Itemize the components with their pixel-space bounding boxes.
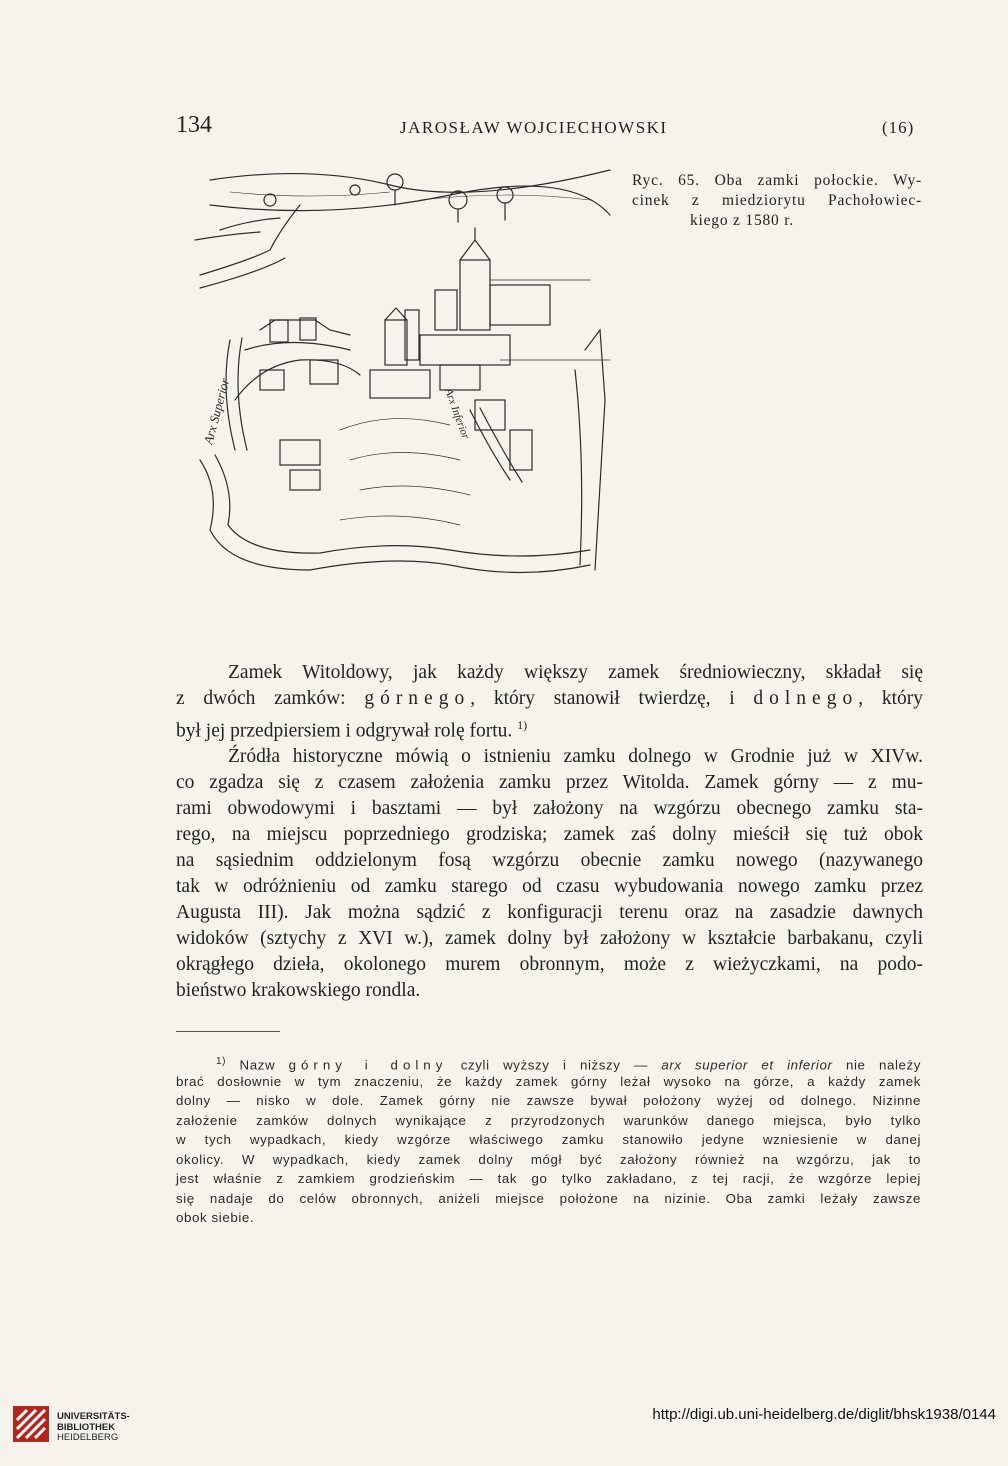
paragraph-line: Augusta III). Jak można sądzić z konfiguracji terenu oraz na zasadzie dawnych xyxy=(176,902,923,923)
library-line: UNIVERSITÄTS- xyxy=(57,1411,130,1422)
footnote-line: dolny — nisko w dole. Zamek górny nie zawsze bywał położony wyżej od dolnego. Nizinne xyxy=(176,1093,921,1108)
footnote-line: obok siebie. xyxy=(176,1210,255,1225)
paragraph-line xyxy=(176,686,923,712)
paragraph-line: okrągłego dzieła, okolonego murem obronnym, może z wieżyczkami, na podo- xyxy=(176,954,923,975)
latin-term: arx superior et inferior xyxy=(661,1057,833,1073)
text-span: Nazw xyxy=(226,1057,289,1073)
footnote-line: okolicy. W wypadkach, kiedy zamek dolny mógł być założony również na wzgórzu, jak to xyxy=(176,1151,921,1167)
footnote-line: założenie zamków dolnych wynikające z przyrodzonych warunków danego miejsca, było tylko xyxy=(176,1112,921,1128)
library-line: BIBLIOTHEK xyxy=(57,1421,116,1433)
text-span: , który stanowił twierdzę, i xyxy=(470,688,754,709)
page-number: 134 xyxy=(176,112,212,138)
castle-engraving-figure xyxy=(190,160,615,600)
caption-line: kiego z 1580 r. xyxy=(689,212,795,229)
text-span: z dwóch zamków: xyxy=(176,688,365,709)
caption-line: Ryc. 65. Oba zamki połockie. Wy- xyxy=(632,172,922,189)
paragraph-line: Zamek Witoldowy, jak każdy większy zamek średniowieczny, składał się xyxy=(228,662,923,683)
running-title: JAROSŁAW WOJCIECHOWSKI xyxy=(400,118,668,137)
footnote-divider xyxy=(176,1031,280,1032)
text-span: , który xyxy=(858,688,923,709)
footnote-marker: 1) xyxy=(216,1056,227,1067)
paragraph-2 xyxy=(176,744,923,1004)
paragraph-line xyxy=(176,712,923,742)
figure-caption xyxy=(632,171,922,231)
paragraph-line: tak w odróżnieniu od zamku starego od czasu wybudowania nowego zamku przez xyxy=(176,876,923,897)
paragraph-line: na sąsiednim oddzielonym fosą wzgórzu obecnie zamku nowego (nazywanego xyxy=(176,850,923,871)
library-name xyxy=(57,1412,130,1444)
section-number: (16) xyxy=(882,118,915,137)
emphasis-gornego: górnego xyxy=(364,688,471,709)
caption-line: cinek z miedziorytu Pachołowiec- xyxy=(632,192,922,209)
footnote xyxy=(176,1052,921,1228)
map-label-arx-inferior: Arx Inferior xyxy=(442,386,472,441)
footnote-reference[interactable]: 1) xyxy=(517,718,528,732)
text-span: czyli wyższy i niższy — xyxy=(447,1057,662,1073)
map-label-arx-superior: Arx Superior xyxy=(200,376,233,446)
footnote-line xyxy=(176,1052,921,1072)
paragraph-line: rami obwodowymi i basztami — był założony na wzgórzu obecnego zamku sta- xyxy=(176,798,923,819)
footnote-line: się nadaje do celów obronnych, aniżeli miejsce położone na nizinie. Oba zamki leżały zawsze xyxy=(176,1190,921,1206)
source-url-link[interactable]: http://digi.ub.uni-heidelberg.de/diglit/bhsk1938/0144 xyxy=(652,1406,996,1423)
paragraph-line: Źródła historyczne mówią o istnieniu zamku dolnego w Grodnie już w XIVw. xyxy=(228,746,923,767)
paragraph-line: co zgadza się z czasem założenia zamku przez Witolda. Zamek górny — z mu- xyxy=(176,772,923,793)
text-span: nie należy xyxy=(832,1057,921,1073)
emphasis-gorny-dolny: górny i dolny xyxy=(288,1057,448,1073)
footnote-line: w tych wypadkach, kiedy wzgórze właściwego zamku stanowiło jedyne wzniesienie w danej xyxy=(176,1132,921,1147)
paragraph-line: widoków (sztychy z XVI w.), zamek dolny był założony w kształcie barbakanu, czyli xyxy=(176,928,923,949)
text-span: był jej przedpiersiem i odgrywał rolę fortu. xyxy=(176,720,513,742)
paragraph-line: rego, na miejscu poprzedniego grodziska; zamek zaś dolny mieścił się tuż obok xyxy=(176,824,923,845)
emphasis-dolnego: dolnego xyxy=(753,688,859,709)
library-logo-icon xyxy=(12,1405,50,1443)
footnote-line: brać dosłownie w tym znaczeniu, że każdy zamek górny leżał wysoko na górze, a każdy zamek xyxy=(176,1073,921,1089)
paragraph-line: bieństwo krakowskiego rondla. xyxy=(176,980,421,1001)
library-line: HEIDELBERG xyxy=(57,1432,119,1443)
footnote-line: jest właśnie z zamkiem grodzieńskim — tak go tylko zakładano, z tej racji, że wzgórze lepiej xyxy=(176,1171,921,1186)
paragraph-1 xyxy=(176,660,923,742)
